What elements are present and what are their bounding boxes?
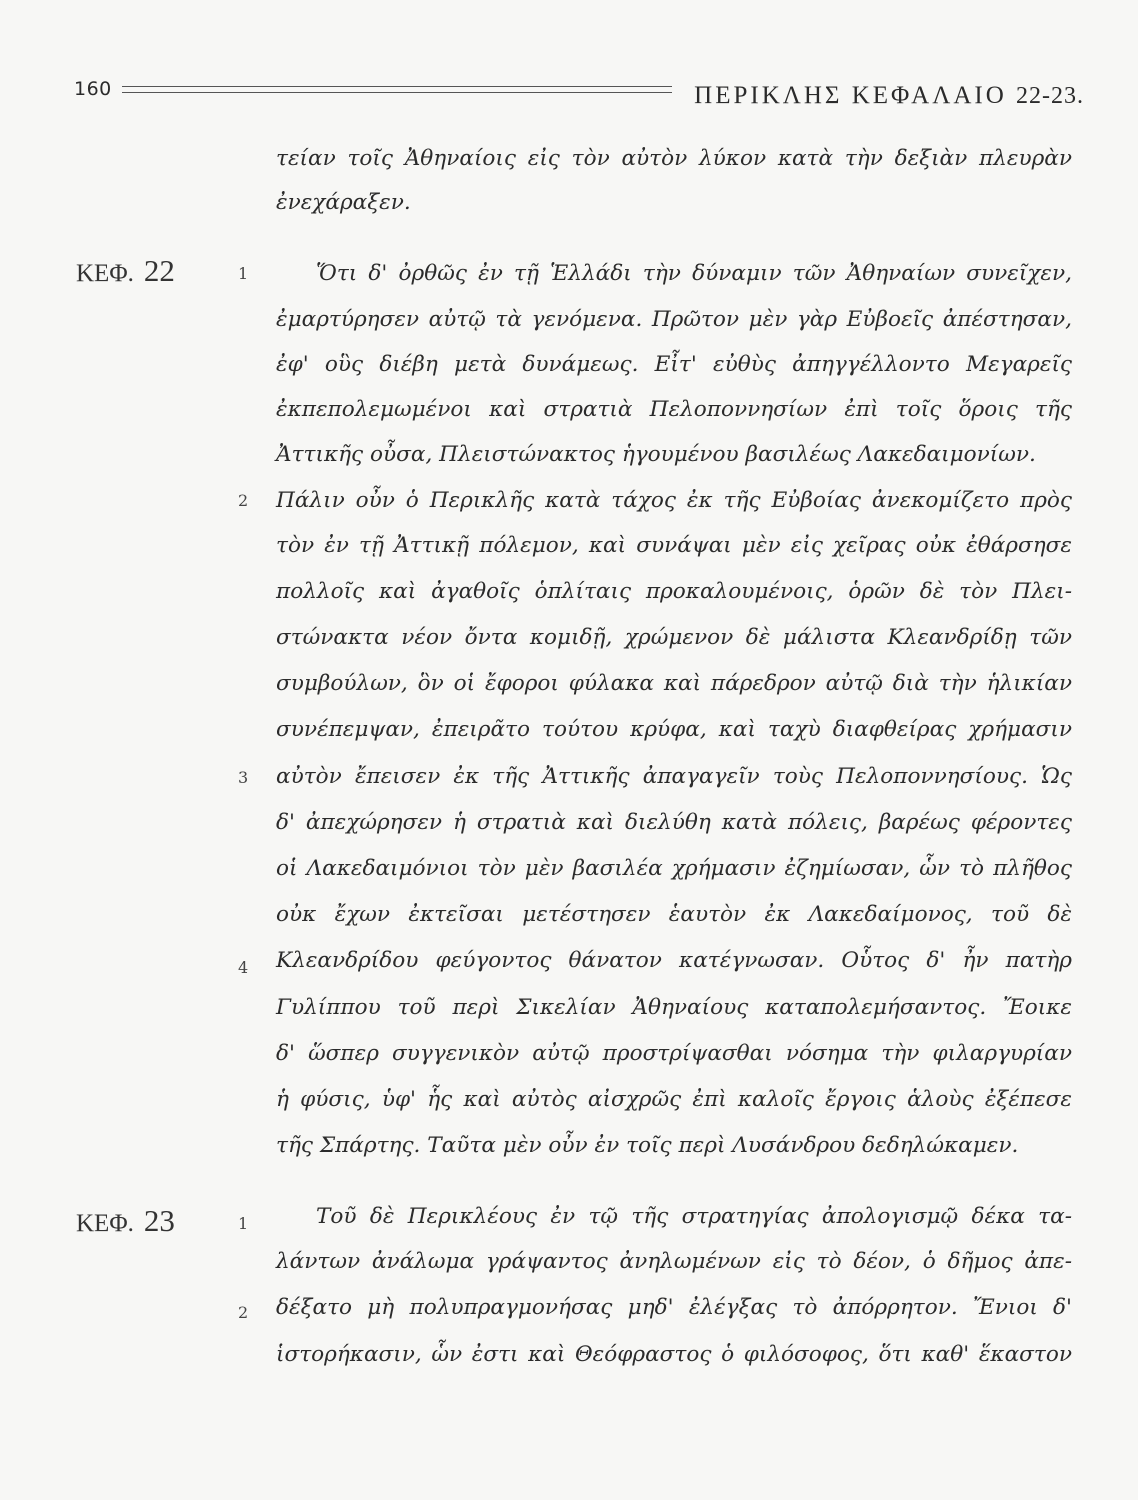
text-line: δέξατο μὴ πολυπραγμονήσας μηδ' ἐλέγξας τὸ ἀπόρρητον. Ἔνιοι δ': [276, 1295, 1072, 1320]
text-line: τείαν τοῖς Ἀθηναίοις εἰς τὸν αὐτὸν λύκον κατὰ τὴν δεξιὰν πλευρὰν: [276, 146, 1072, 171]
text-line: ἱστορήκασιν, ὧν ἐστι καὶ Θεόφραστος ὁ φιλόσοφος, ὅτι καθ' ἕκαστον: [276, 1342, 1072, 1367]
section-number: 2: [238, 1303, 249, 1322]
text-line: συνέπεμψαν, ἐπειρᾶτο τούτου κρύφα, καὶ ταχὺ διαφθείρας χρήμασιν: [276, 717, 1072, 742]
text-line: ἐνεχάραξεν.: [276, 190, 411, 215]
text-line: Ἀττικῆς οὖσα, Πλειστώνακτος ἡγουμένου βασιλέως Λακεδαιμονίων.: [276, 442, 1036, 467]
text-line: ἐφ' οὓς διέβη μετὰ δυνάμεως. Εἶτ' εὐθὺς ἀπηγγέλλοντο Μεγαρεῖς: [276, 352, 1072, 377]
text-line: ἡ φύσις, ὑφ' ἧς καὶ αὐτὸς αἰσχρῶς ἐπὶ καλοῖς ἔργοις ἁλοὺς ἐξέπεσε: [276, 1087, 1072, 1112]
text-line: Κλεανδρίδου φεύγοντος θάνατον κατέγνωσαν. Οὗτος δ' ἦν πατὴρ: [276, 948, 1072, 973]
chapter-number: 22: [143, 253, 175, 288]
text-line: τῆς Σπάρτης. Ταῦτα μὲν οὖν ἐν τοῖς περὶ Λυσάνδρου δεδηλώκαμεν.: [276, 1133, 1019, 1158]
text-line: πολλοῖς καὶ ἀγαθοῖς ὁπλίταις προκαλουμένοις, ὁρῶν δὲ τὸν Πλει-: [276, 579, 1072, 604]
chapter-number: 23: [143, 1203, 175, 1238]
chapter-label-23: [76, 1203, 175, 1239]
section-number: 1: [238, 1214, 249, 1233]
text-line: τὸν ἐν τῇ Ἀττικῇ πόλεμον, καὶ συνάψαι μὲν εἰς χεῖρας οὐκ ἐθάρσησε: [276, 533, 1072, 558]
running-header: [74, 78, 1084, 118]
text-line: συμβούλων, ὃν οἱ ἔφοροι φύλακα καὶ πάρεδρον αὐτῷ διὰ τὴν ἡλικίαν: [276, 671, 1072, 696]
text-line: οὐκ ἔχων ἐκτεῖσαι μετέστησεν ἑαυτὸν ἐκ Λακεδαίμονος, τοῦ δὲ: [276, 902, 1072, 927]
chapter-label-text: ΚΕΦ.: [76, 1210, 134, 1237]
text-line: Ὅτι δ' ὀρθῶς ἐν τῇ Ἑλλάδι τὴν δύναμιν τῶν Ἀθηναίων συνεῖχεν,: [316, 261, 1072, 286]
text-line: Πάλιν οὖν ὁ Περικλῆς κατὰ τάχος ἐκ τῆς Εὐβοίας ἀνεκομίζετο πρὸς: [276, 488, 1072, 513]
text-line: ἐκπεπολεμωμένοι καὶ στρατιὰ Πελοποννησίων ἐπὶ τοῖς ὅροις τῆς: [276, 397, 1072, 422]
section-number: 1: [238, 264, 249, 283]
text-line: Τοῦ δὲ Περικλέους ἐν τῷ τῆς στρατηγίας ἀπολογισμῷ δέκα τα-: [316, 1204, 1072, 1229]
running-title-chapters: 22-23.: [1016, 83, 1084, 109]
text-line: στώνακτα νέον ὄντα κομιδῇ, χρώμενον δὲ μάλιστα Κλεανδρίδῃ τῶν: [276, 625, 1072, 650]
page-number: 160: [74, 78, 112, 100]
text-line: οἱ Λακεδαιμόνιοι τὸν μὲν βασιλέα χρήμασιν ἐζημίωσαν, ὧν τὸ πλῆθος: [276, 856, 1072, 881]
section-number: 4: [238, 958, 249, 977]
text-line: αὐτὸν ἔπεισεν ἐκ τῆς Ἀττικῆς ἀπαγαγεῖν τοὺς Πελοποννησίους. Ὡς: [276, 764, 1072, 789]
text-line: λάντων ἀνάλωμα γράψαντος ἀνηλωμένων εἰς τὸ δέον, ὁ δῆμος ἀπε-: [276, 1249, 1072, 1274]
text-line: δ' ὥσπερ συγγενικὸν αὐτῷ προστρίψασθαι νόσημα τὴν φιλαργυρίαν: [276, 1041, 1072, 1066]
section-number: 3: [238, 768, 249, 787]
chapter-label-22: [76, 253, 175, 289]
running-title: [622, 82, 1084, 110]
section-number: 2: [238, 491, 249, 510]
header-double-rule: [122, 86, 672, 93]
text-line: ἐμαρτύρησεν αὐτῷ τὰ γενόμενα. Πρῶτον μὲν γὰρ Εὐβοεῖς ἀπέστησαν,: [276, 307, 1072, 332]
text-line: Γυλίππου τοῦ περὶ Σικελίαν Ἀθηναίους καταπολεμήσαντος. Ἔοικε: [276, 995, 1072, 1020]
chapter-label-text: ΚΕΦ.: [76, 260, 134, 287]
running-title-text: ΠΕΡΙΚΛΗΣ ΚΕΦΑΛΑΙΟ: [694, 82, 1007, 109]
text-line: δ' ἀπεχώρησεν ἡ στρατιὰ καὶ διελύθη κατὰ πόλεις, βαρέως φέροντες: [276, 810, 1072, 835]
